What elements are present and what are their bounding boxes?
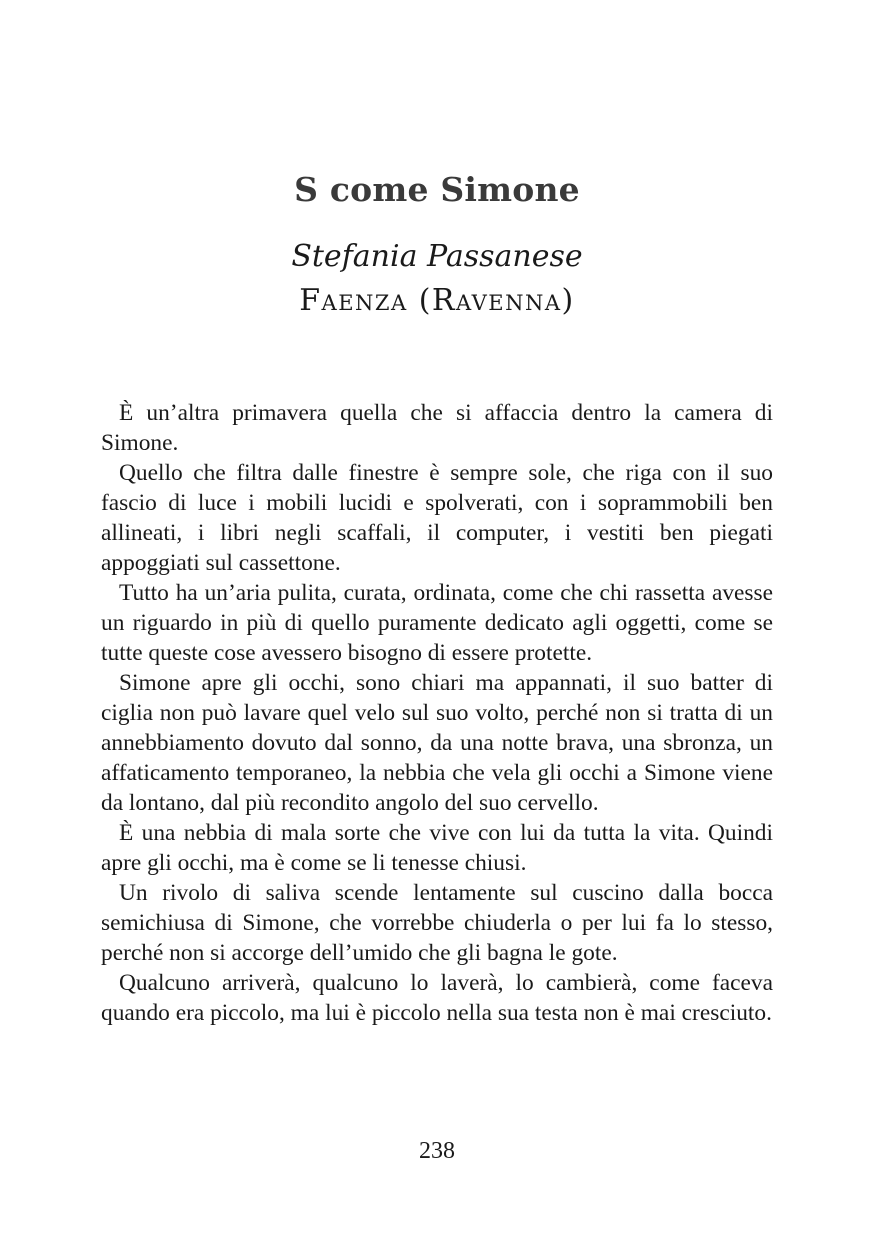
paragraph: Simone apre gli occhi, sono chiari ma appannati, il suo batter di ciglia non può lavare quel velo sul suo volto, perché non si tratta di un annebbiamento dovuto dal sonno, da una notte brava, una sbronza, un affaticamento temporaneo, la nebbia che vela gli occhi a Simone viene da lontano, dal più recondito angolo del suo cervello. bbox=[101, 670, 773, 816]
paragraph: È una nebbia di mala sorte che vive con lui da tutta la vita. Quindi apre gli occhi, ma è come se li tenesse chiusi. bbox=[101, 820, 773, 876]
author-name: Stefania Passanese bbox=[291, 239, 583, 274]
author-location: Faenza (Ravenna) bbox=[299, 283, 575, 318]
paragraph: È un’altra primavera quella che si affaccia dentro la camera di Simone. bbox=[101, 400, 773, 456]
paragraph: Qualcuno arriverà, qualcuno lo laverà, lo cambierà, come faceva quando era piccolo, ma lui è piccolo nella sua testa non è mai cresciuto. bbox=[101, 970, 773, 1026]
story-title: S come Simone bbox=[294, 170, 580, 209]
paragraph: Tutto ha un’aria pulita, curata, ordinata, come che chi rassetta avesse un riguardo in più di quello puramente dedicato agli oggetti, come se tutte queste cose avessero bisogno di essere protette. bbox=[101, 580, 773, 666]
paragraph: Un rivolo di saliva scende lentamente sul cuscino dalla bocca semichiusa di Simone, che vorrebbe chiuderla o per lui fa lo stesso, perché non si accorge dell’umido che gli bagna le gote. bbox=[101, 880, 773, 966]
page-number: 238 bbox=[419, 1138, 455, 1164]
paragraph: Quello che filtra dalle finestre è sempre sole, che riga con il suo fascio di luce i mobili lucidi e spolverati, con i soprammobili ben allineati, i libri negli scaffali, il computer, i vestiti ben piegati appoggiati sul cassettone. bbox=[101, 460, 773, 576]
story-body bbox=[101, 398, 773, 1028]
